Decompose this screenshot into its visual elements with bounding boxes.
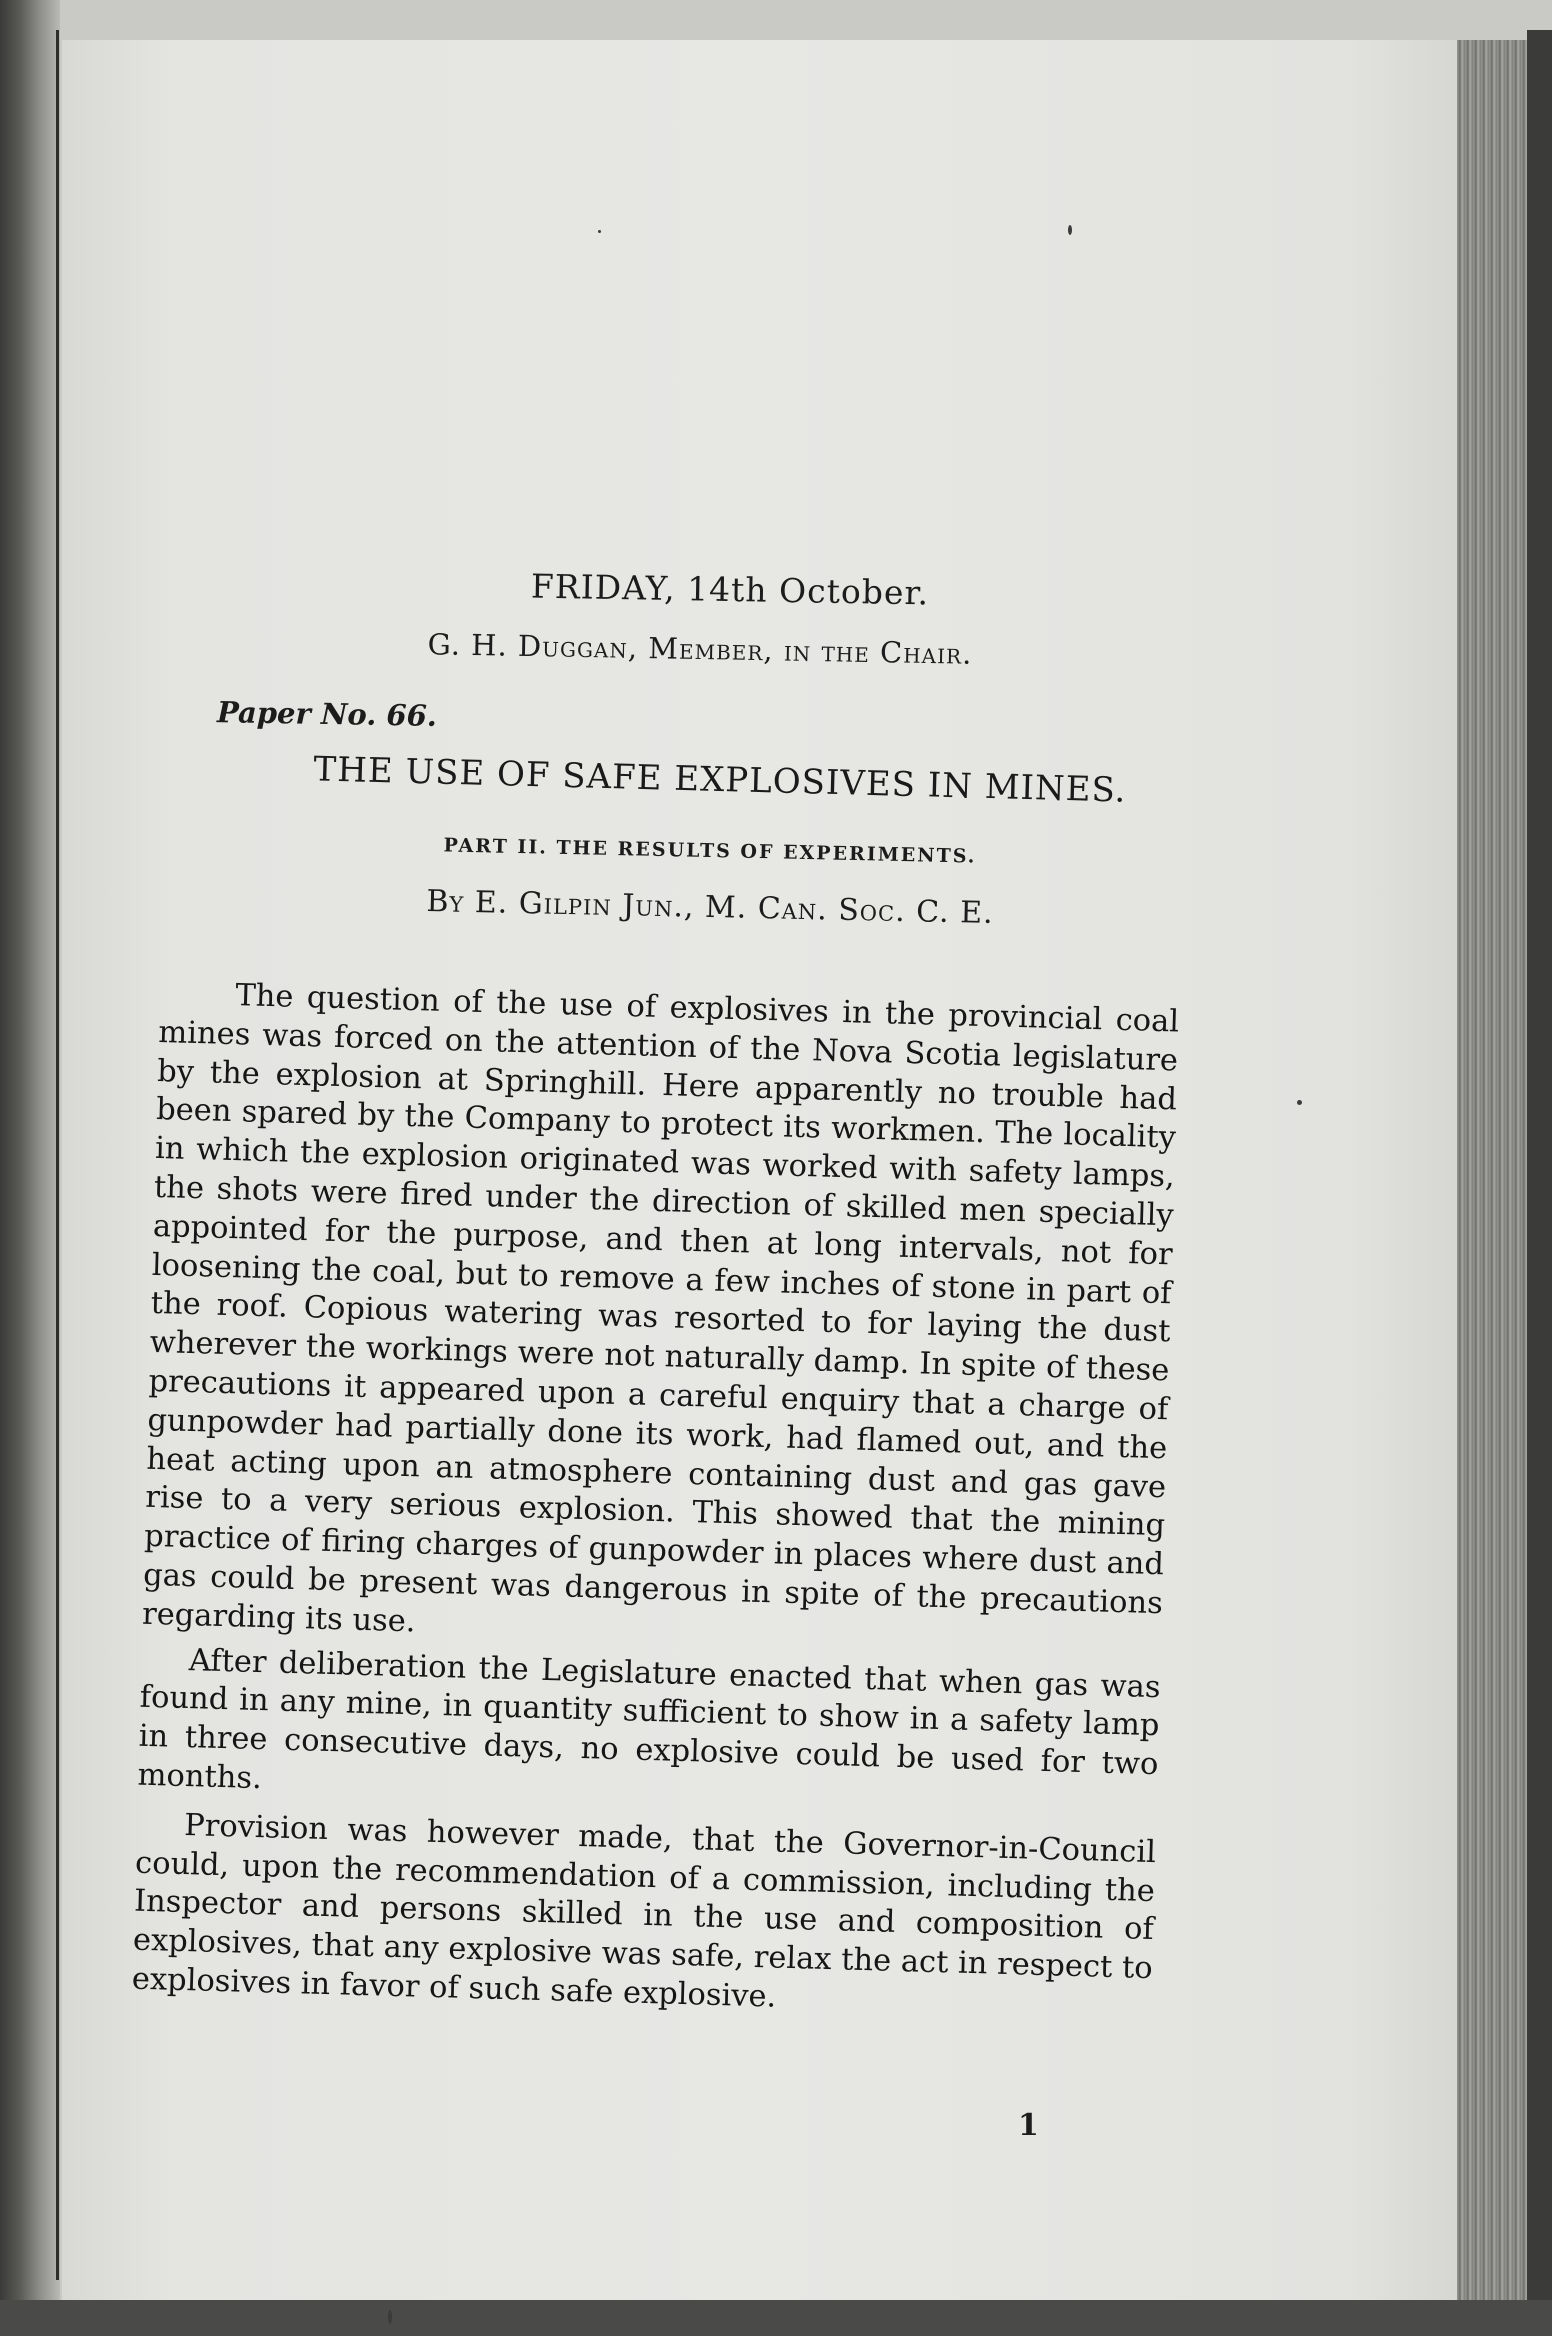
page-stack-edges — [1457, 40, 1527, 2300]
book-binding-edge — [0, 0, 60, 2336]
paper-number: Paper No. 66. — [216, 695, 438, 733]
body-paragraph: Provision was however made, that the Governor-in-Council could, upon the recommendation of a commission, including the Inspector and persons skilled in the use and composition of explosives, that any explosive was safe, relax the act in respect to explosives in favor of such safe explosive. — [131, 1807, 1157, 2015]
binding-shadow-line — [56, 30, 59, 2280]
article-author: By E. Gilpin Jun., M. Can. Soc. C. E. — [426, 884, 994, 931]
book-cover-edge — [1527, 30, 1552, 2310]
article-title: THE USE OF SAFE EXPLOSIVES IN MINES. — [313, 749, 1127, 811]
scan-speck — [388, 2310, 392, 2324]
scan-speck — [598, 230, 601, 233]
body-paragraph: The question of the use of explosives in the provincial coal mines was forced on the attention of the Nova Scotia legislature by the explosion at Springhill. Here apparently no trouble had been spared by the Company to protect its workmen. The locality in which the explosion originated was worked with safety lamps, the shots were fired under the direction of skilled men specially appointed for the purpose, and then at long intervals, not for loosening the coal, but to remove a few inches of stone in part of the roof. Copious watering was resorted to for laying the dust wherever the workings were not naturally damp. In spite of these precautions it appeared upon a careful enquiry that a charge of gunpowder had partially done its work, had flamed out, and the heat acting upon an atmosphere containing dust and gas gave rise to a very serious explosion. This showed that the mining practice of firing charges of gunpowder in places where dust and gas could be present was dangerous in spite of the precautions regarding its use. — [141, 978, 1180, 1640]
session-date-heading: FRIDAY, 14th October. — [530, 566, 930, 613]
article-part-subtitle: PART II. THE RESULTS OF EXPERIMENTS. — [443, 834, 977, 868]
page-number: 1 — [1018, 2108, 1039, 2143]
scan-speck — [1297, 1100, 1302, 1105]
body-paragraph: After deliberation the Legislature enacted that when gas was found in any mine, in quantity sufficient to show in a safety lamp in three consecutive days, no explosive could be used for two months. — [137, 1642, 1161, 1797]
article-body — [131, 975, 1179, 2036]
bottom-shadow — [0, 2300, 1552, 2336]
chair-line: G. H. Duggan, Member, in the Chair. — [427, 627, 973, 671]
scan-speck — [1068, 225, 1072, 235]
